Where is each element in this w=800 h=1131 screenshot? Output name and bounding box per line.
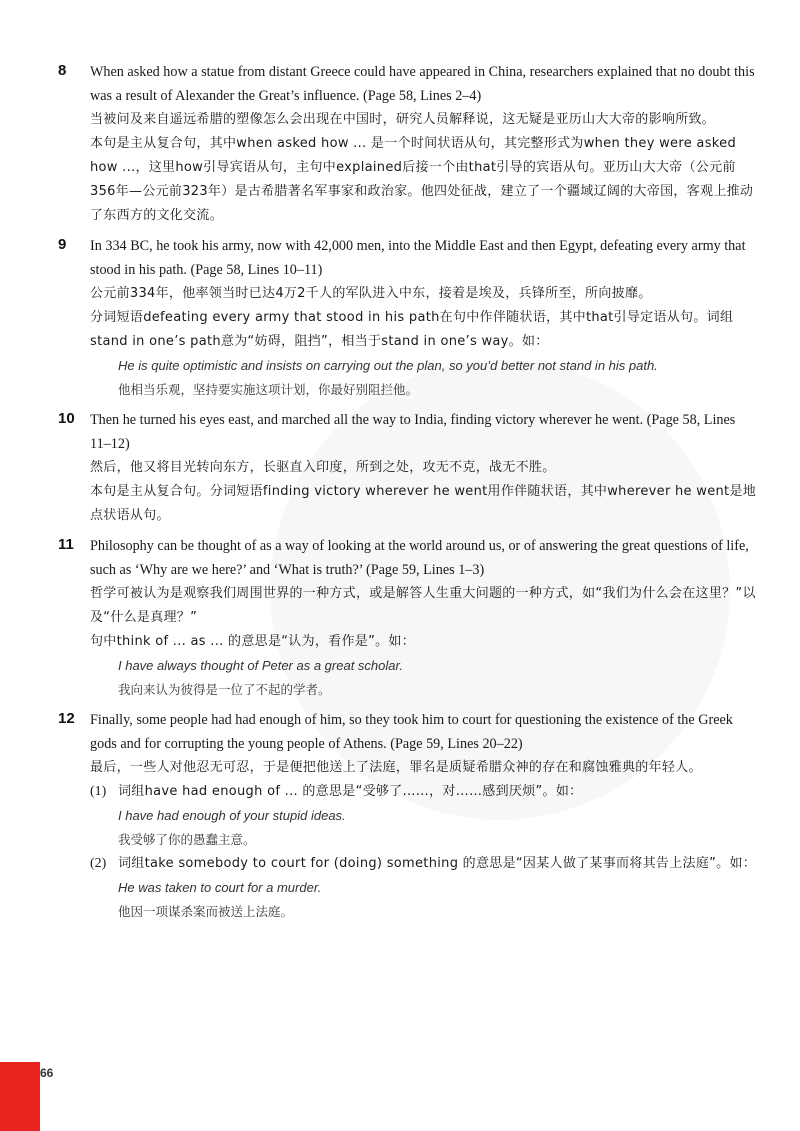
example-chinese: 我受够了你的愚蠢主意。 [118, 832, 256, 847]
page-tab-marker [0, 1062, 40, 1131]
note-entry-9 [58, 234, 758, 402]
grammar-note: 句中think of ... as ... 的意思是“认为，看作是”。如： [90, 634, 416, 649]
chinese-translation: 然后，他又将目光转向东方，长驱直入印度，所到之处，攻无不克，战无不胜。 [90, 460, 556, 475]
example-chinese: 他相当乐观，坚持要实施这项计划，你最好别阻拦他。 [118, 382, 419, 397]
grammar-note: 分词短语defeating every army that stood in his path在句中作伴随状语，其中that引导定语从句。词组stand in one’s path意为“妨碍，阻挡”，相当于stand in one’s way。如： [90, 310, 734, 349]
example-english: I have always thought of Peter as a great scholar. [118, 658, 403, 673]
example-english: He was taken to court for a murder. [118, 880, 322, 895]
notes-list [58, 60, 758, 930]
english-sentence: When asked how a statue from distant Greece could have appeared in China, researchers explained that no doubt this was a result of Alexander the Great’s influence. (Page 58, Lines 2–4) [90, 64, 755, 104]
sub-note-text: 词组take somebody to court for (doing) something 的意思是“因某人做了某事而将其告上法庭”。如： [118, 856, 757, 871]
sub-note-2 [90, 852, 758, 924]
english-sentence: Philosophy can be thought of as a way of looking at the world around us, or of answering the great questions of life, such as ‘Why are we here?’ and ‘What is truth?’ (Page 59, Lines 1–3) [90, 538, 749, 578]
example-english: I have had enough of your stupid ideas. [118, 808, 346, 823]
example-english: He is quite optimistic and insists on carrying out the plan, so you’d better not stand in his path. [118, 358, 658, 373]
example-chinese: 我向来认为彼得是一位了不起的学者。 [118, 682, 331, 697]
sub-note-label: (2) [90, 856, 107, 871]
example-chinese: 他因一项谋杀案而被送上法庭。 [118, 904, 294, 919]
entry-number: 11 [58, 536, 74, 553]
entry-number: 8 [58, 62, 67, 79]
chinese-translation: 当被问及来自遥远希腊的塑像怎么会出现在中国时，研究人员解释说，这无疑是亚历山大大帝的影响所致。 [90, 112, 716, 127]
sub-note-text: 词组have had enough of ... 的意思是“受够了……，对……感到厌烦”。如： [118, 784, 583, 799]
page-number: 66 [40, 1066, 54, 1080]
grammar-note: 本句是主从复合句。分词短语finding victory wherever he went用作伴随状语，其中wherever he went是地点状语从句。 [90, 484, 757, 523]
sub-note-1 [90, 780, 758, 852]
note-entry-10 [58, 408, 758, 528]
chinese-translation: 公元前334年，他率领当时已达4万2千人的军队进入中东，接着是埃及，兵锋所至，所向披靡。 [90, 286, 652, 301]
note-entry-12 [58, 708, 758, 924]
grammar-note: 本句是主从复合句，其中when asked how ... 是一个时间状语从句，其完整形式为when they were asked how ...，这里how引导宾语从句，主句中explained后接一个由that引导的宾语从句。亚历山大大帝（公元前356年—公元前323年）是古希腊著名军事家和政治家。他四处征战，建立了一个疆域辽阔的大帝国，客观上推动了东西方的文化交流。 [90, 136, 754, 223]
chinese-translation: 最后，一些人对他忍无可忍，于是便把他送上了法庭，罪名是质疑希腊众神的存在和腐蚀雅典的年轻人。 [90, 760, 702, 775]
entry-number: 9 [58, 236, 67, 253]
entry-number: 10 [58, 410, 75, 427]
note-entry-11 [58, 534, 758, 702]
sub-note-label: (1) [90, 784, 107, 799]
english-sentence: Finally, some people had had enough of him, so they took him to court for questioning the existence of the Greek gods and for corrupting the young people of Athens. (Page 59, Lines 20–22) [90, 712, 733, 752]
english-sentence: In 334 BC, he took his army, now with 42,000 men, into the Middle East and then Egypt, defeating every army that stood in his path. (Page 58, Lines 10–11) [90, 238, 746, 278]
note-entry-8 [58, 60, 758, 228]
english-sentence: Then he turned his eyes east, and marched all the way to India, finding victory wherever he went. (Page 58, Lines 11–12) [90, 412, 736, 452]
entry-number: 12 [58, 710, 75, 727]
chinese-translation: 哲学可被认为是观察我们周围世界的一种方式，或是解答人生重大问题的一种方式，如“我们为什么会在这里？”以及“什么是真理？” [90, 586, 756, 625]
